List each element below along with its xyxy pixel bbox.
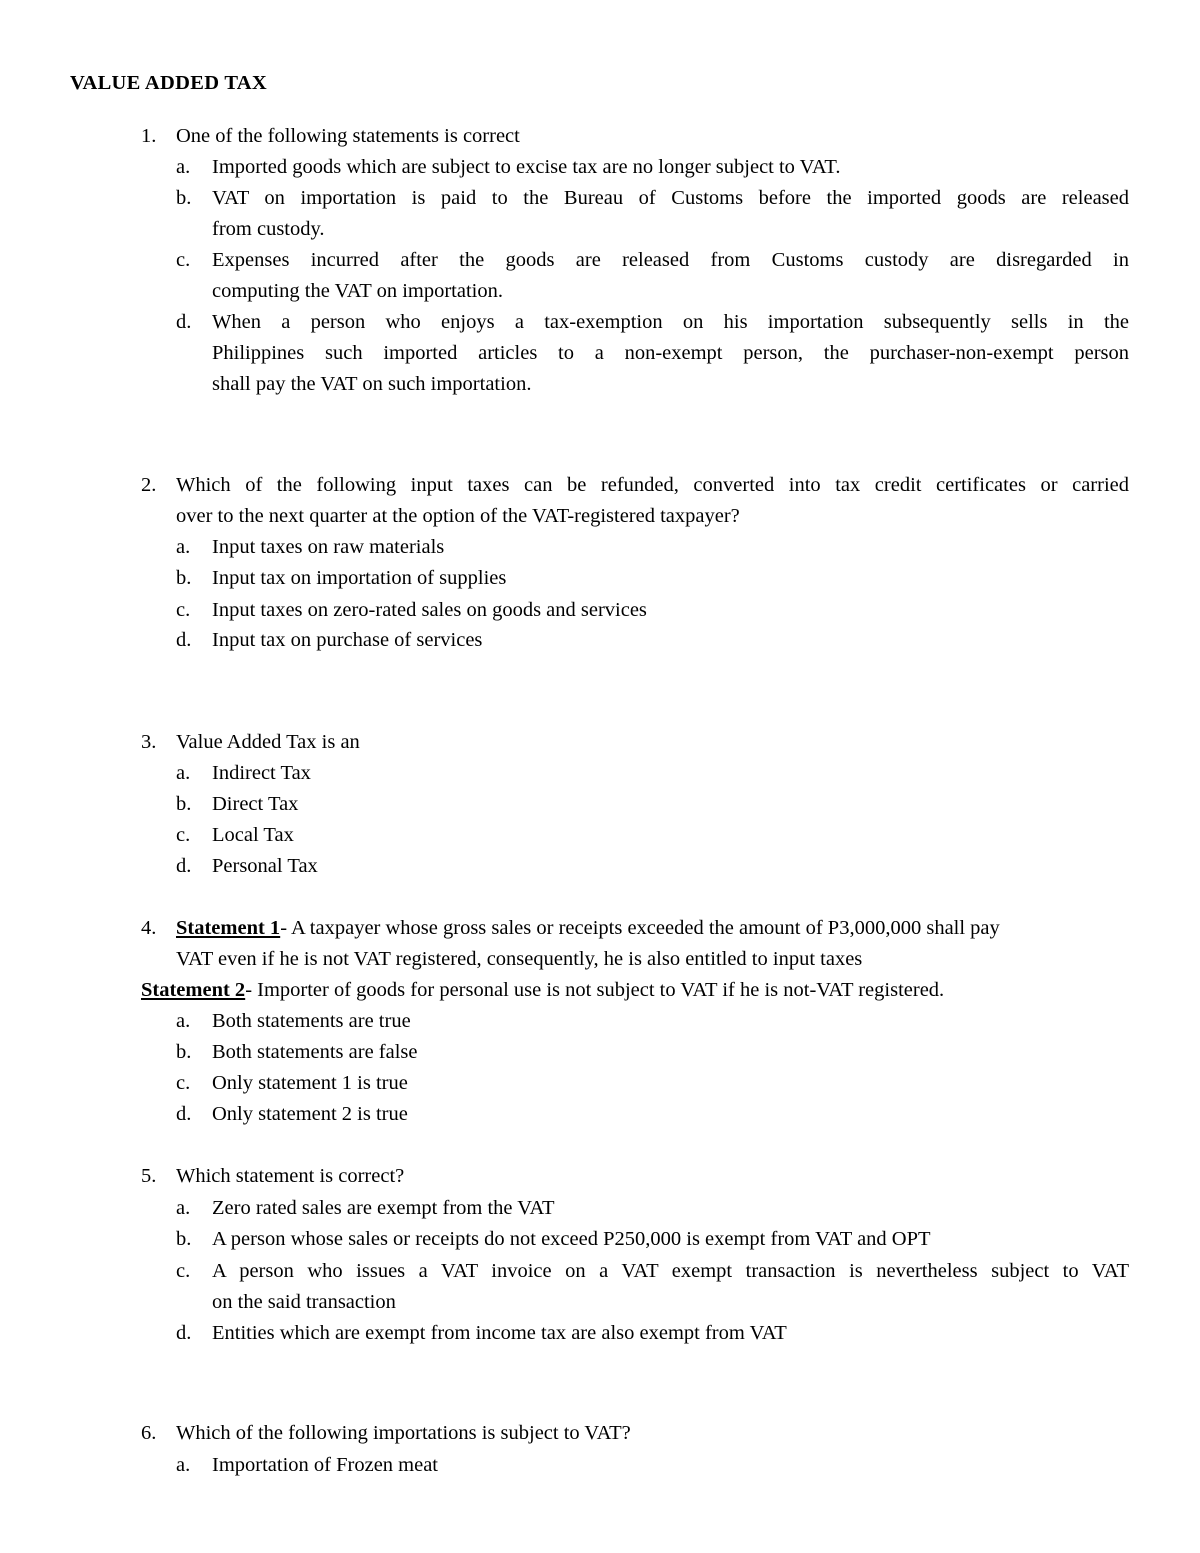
q4-statement2-label: Statement 2 [141, 979, 246, 1001]
q2-number: 2. [141, 474, 157, 496]
q1-option-c-line1: Expenses incurred after the goods are released from Customs custody are disregarded in [212, 249, 1129, 271]
q6-option-a-letter: a. [176, 1454, 191, 1476]
q6-number: 6. [141, 1422, 157, 1444]
q2-option-a: Input taxes on raw materials [212, 536, 445, 558]
q3-option-a: Indirect Tax [212, 762, 311, 784]
q2-option-c-letter: c. [176, 599, 191, 621]
q1-option-b-line2: from custody. [212, 218, 325, 240]
q4-statement1-line1 [176, 913, 1000, 944]
q1-option-a-letter: a. [176, 156, 191, 178]
q5-option-d-letter: d. [176, 1322, 192, 1344]
q1-option-d-letter: d. [176, 311, 192, 333]
q3-option-b: Direct Tax [212, 793, 299, 815]
q4-option-a: Both statements are true [212, 1010, 411, 1032]
q1-option-a: Imported goods which are subject to excise tax are no longer subject to VAT. [212, 156, 841, 178]
q4-option-c: Only statement 1 is true [212, 1072, 408, 1094]
q2-option-d: Input tax on purchase of services [212, 629, 483, 651]
q4-statement2-line [141, 975, 944, 1006]
q5-option-b: A person whose sales or receipts do not exceed P250,000 is exempt from VAT and OPT [212, 1228, 931, 1250]
q5-text: Which statement is correct? [176, 1165, 405, 1187]
q3-number: 3. [141, 731, 157, 753]
q2-text-line2: over to the next quarter at the option of the VAT-registered taxpayer? [176, 505, 740, 527]
q4-option-d: Only statement 2 is true [212, 1103, 408, 1125]
q5-option-a-letter: a. [176, 1197, 191, 1219]
q4-number: 4. [141, 917, 157, 939]
q2-option-b: Input tax on importation of supplies [212, 567, 507, 589]
q3-option-d-letter: d. [176, 855, 192, 877]
q3-option-c: Local Tax [212, 824, 294, 846]
q1-option-d-line3: shall pay the VAT on such importation. [212, 373, 532, 395]
q2-option-a-letter: a. [176, 536, 191, 558]
q4-option-b-letter: b. [176, 1041, 192, 1063]
q4-option-b: Both statements are false [212, 1041, 418, 1063]
q2-option-b-letter: b. [176, 567, 192, 589]
q1-text: One of the following statements is correct [176, 125, 520, 147]
q6-option-a: Importation of Frozen meat [212, 1454, 439, 1476]
q4-option-a-letter: a. [176, 1010, 191, 1032]
q4-statement1-text: - A taxpayer whose gross sales or receipts exceeded the amount of P3,000,000 shall pay [280, 917, 1000, 939]
q1-option-d-line1: When a person who enjoys a tax-exemption on his importation subsequently sells in the [212, 311, 1129, 333]
q1-option-b-letter: b. [176, 187, 192, 209]
q5-option-c-line1: A person who issues a VAT invoice on a VAT exempt transaction is nevertheless subject to VAT [212, 1260, 1129, 1282]
q2-text-line1: Which of the following input taxes can be refunded, converted into tax credit certificates or carried [176, 474, 1129, 496]
q4-statement2-text: - Importer of goods for personal use is not subject to VAT if he is not-VAT registered. [245, 979, 945, 1001]
q3-option-a-letter: a. [176, 762, 191, 784]
q3-option-d: Personal Tax [212, 855, 318, 877]
q5-option-b-letter: b. [176, 1228, 192, 1250]
q6-text: Which of the following importations is subject to VAT? [176, 1422, 631, 1444]
q1-option-c-line2: computing the VAT on importation. [212, 280, 503, 302]
q1-option-c-letter: c. [176, 249, 191, 271]
q5-number: 5. [141, 1165, 157, 1187]
q5-option-c-line2: on the said transaction [212, 1291, 396, 1313]
q2-option-d-letter: d. [176, 629, 192, 651]
q1-option-d-line2: Philippines such imported articles to a non-exempt person, the purchaser-non-exempt person [212, 342, 1129, 364]
q4-statement1-label: Statement 1 [176, 917, 281, 939]
q3-text: Value Added Tax is an [176, 731, 360, 753]
q4-option-d-letter: d. [176, 1103, 192, 1125]
q3-option-c-letter: c. [176, 824, 191, 846]
q1-option-b-line1: VAT on importation is paid to the Bureau of Customs before the imported goods are released [212, 187, 1129, 209]
q4-option-c-letter: c. [176, 1072, 191, 1094]
q3-option-b-letter: b. [176, 793, 192, 815]
q5-option-c-letter: c. [176, 1260, 191, 1282]
q1-number: 1. [141, 125, 157, 147]
q4-statement1-line2: VAT even if he is not VAT registered, consequently, he is also entitled to input taxes [176, 948, 863, 970]
q5-option-a: Zero rated sales are exempt from the VAT [212, 1197, 555, 1219]
q2-option-c: Input taxes on zero-rated sales on goods and services [212, 599, 647, 621]
document-title: VALUE ADDED TAX [70, 72, 268, 94]
q5-option-d: Entities which are exempt from income tax are also exempt from VAT [212, 1322, 787, 1344]
